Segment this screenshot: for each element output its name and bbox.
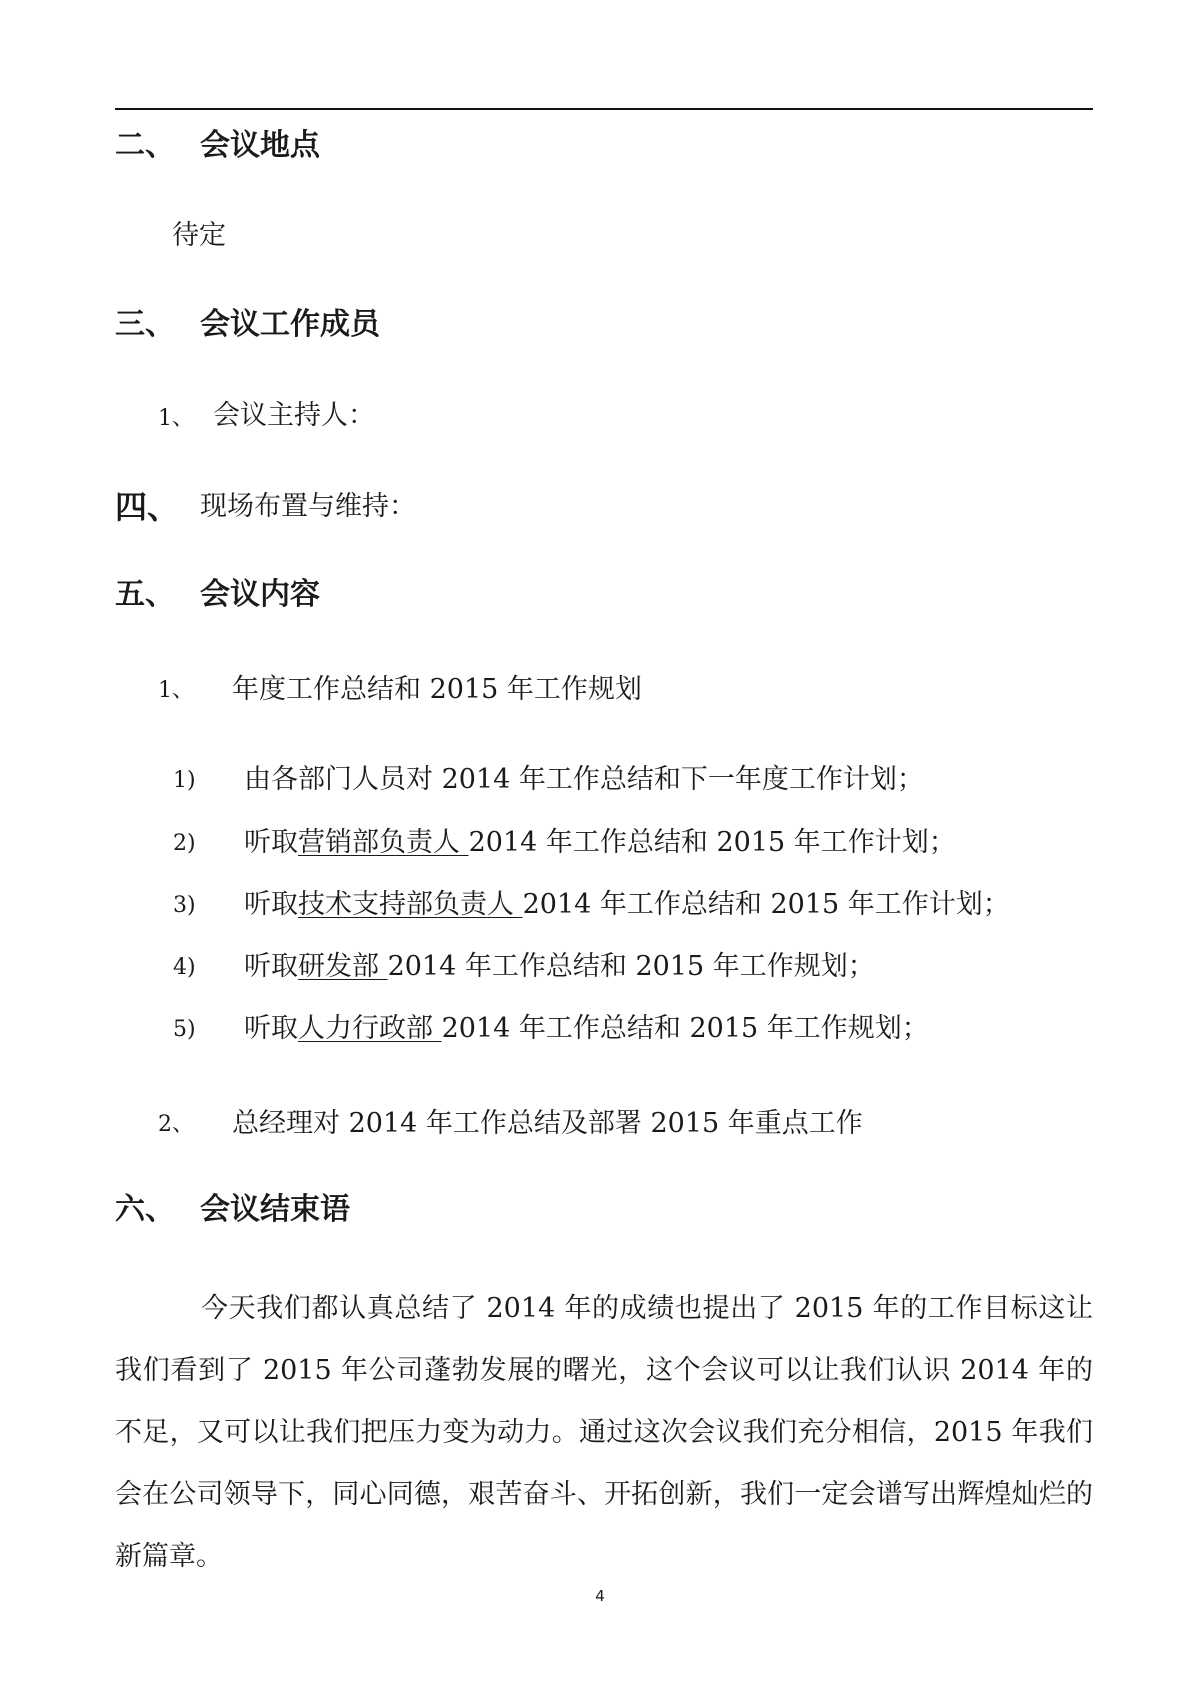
section-title: 现场布置与维持： [200, 491, 416, 522]
section-title: 会议结束语 [200, 1192, 350, 1227]
sub-item-prefix: 听取 [244, 827, 298, 858]
section-title: 会议工作成员 [200, 307, 380, 342]
section-heading-5 [115, 575, 715, 615]
sub-item-number: 5) [173, 1017, 196, 1042]
content-item-number: 2、 [158, 1112, 194, 1137]
sub-item-department: 研发部 [298, 951, 388, 982]
content-item-text: 年度工作总结和 2015 年工作规划 [232, 674, 642, 705]
section-number: 六、 [115, 1192, 175, 1227]
page-number: 4 [595, 1587, 605, 1605]
content-item-text: 总经理对 2014 年工作总结及部署 2015 年重点工作 [232, 1108, 863, 1139]
sub-item-number: 1) [173, 768, 196, 793]
closing-text: 今天我们都认真总结了 2014 年的成绩也提出了 2015 年的工作目标这让我们看到了 2015 年公司蓬勃发展的曙光，这个会议可以让我们认识 2014 年的不足，又可以让我们把压力变为动力。通过这次会议我们充分相信，2015 年我们会在公司领导下，同心同德，艰苦奋斗、开拓创新，我们一定会谱写出辉煌灿烂的新篇章。 [115, 1293, 1093, 1572]
sub-item-suffix: 2014 年工作总结和 2015 年工作计划； [522, 889, 1010, 920]
section-number: 四、 [115, 488, 180, 526]
sub-item-prefix: 听取 [244, 1013, 298, 1044]
sub-item-text [244, 762, 924, 798]
sub-item-suffix: 2014 年工作总结和 2015 年工作规划； [441, 1013, 929, 1044]
sub-item-number: 2) [173, 831, 196, 856]
sub-item-text [244, 1011, 929, 1047]
sub-item-number: 4) [173, 955, 196, 980]
sub-item-text [244, 949, 875, 985]
section-heading-3 [115, 305, 715, 345]
section-heading-4 [115, 487, 715, 527]
section-number: 二、 [115, 128, 175, 163]
members-item-text: 会议主持人： [213, 400, 375, 431]
section-heading-2 [115, 126, 715, 166]
section-heading-6 [115, 1190, 715, 1230]
section-title: 会议地点 [200, 128, 320, 163]
section-number: 三、 [115, 307, 175, 342]
content-item-number: 1、 [158, 678, 194, 703]
sub-item-department: 人力行政部 [298, 1013, 442, 1044]
sub-item-prefix: 听取 [244, 951, 298, 982]
sub-item-prefix: 听取 [244, 889, 298, 920]
location-text: 待定 [172, 220, 226, 251]
sub-item-prefix: 由各部门人员对 2014 年工作总结和下一年度工作计划； [244, 764, 924, 795]
sub-item-number: 3) [173, 893, 196, 918]
section-title: 会议内容 [200, 577, 320, 612]
members-item-number: 1、 [158, 406, 194, 431]
sub-item-text [244, 887, 1010, 923]
sub-item-suffix: 2014 年工作总结和 2015 年工作计划； [468, 827, 956, 858]
closing-paragraph [115, 1278, 1093, 1588]
sub-item-department: 营销部负责人 [298, 827, 469, 858]
header-rule [115, 108, 1093, 110]
sub-item-text [244, 825, 956, 861]
section-number: 五、 [115, 577, 175, 612]
sub-item-suffix: 2014 年工作总结和 2015 年工作规划； [387, 951, 875, 982]
sub-item-department: 技术支持部负责人 [298, 889, 523, 920]
